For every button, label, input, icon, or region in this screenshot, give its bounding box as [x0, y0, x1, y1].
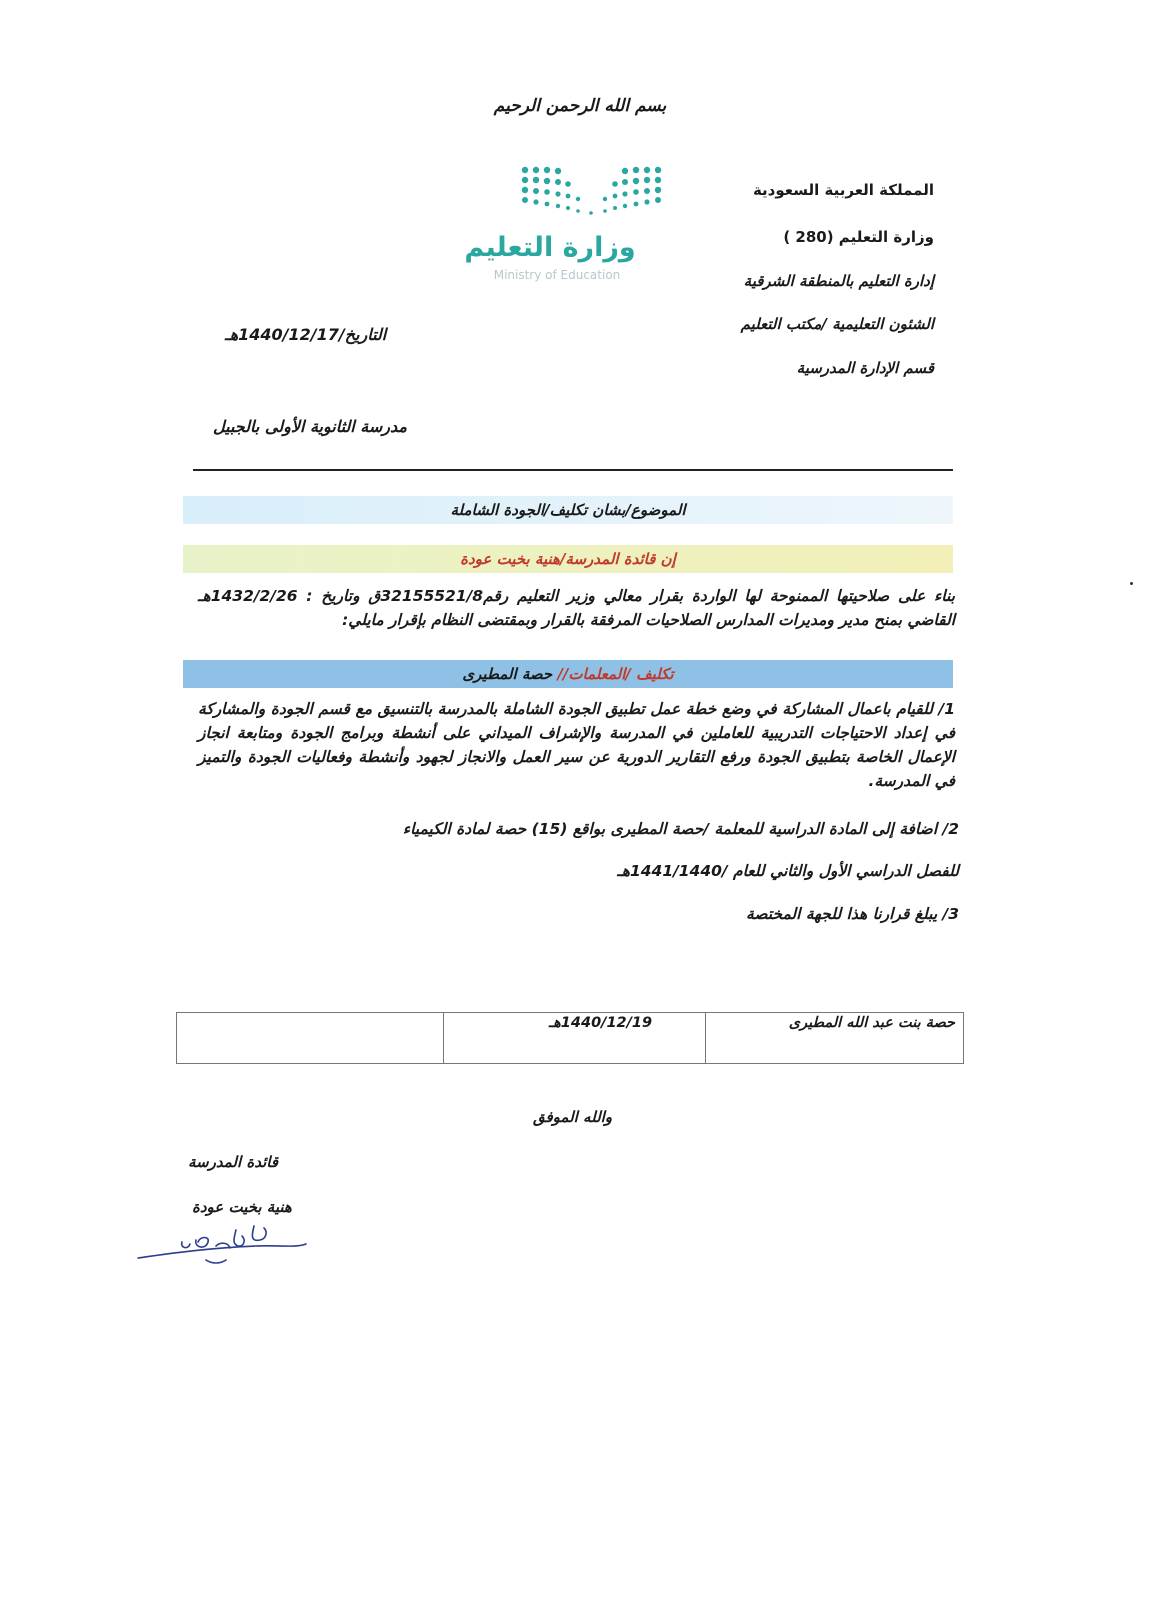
header-kingdom: المملكة العربية السعودية — [752, 181, 934, 199]
table-cell-date: 1440/12/19هـ — [443, 1013, 705, 1063]
leader-text: إن قائدة المدرسة/هنية بخيت عودة — [460, 550, 676, 568]
item-3: 3/ يبلغ قرارنا هذا للجهة المختصة — [746, 905, 959, 923]
header-divider — [193, 469, 953, 471]
table-cell-name: حصة بنت عبد الله المطيرى — [705, 1013, 963, 1063]
subject-band — [183, 496, 953, 524]
leader-band — [183, 545, 953, 573]
scan-speck — [1130, 582, 1133, 585]
item-2-continued: للفصل الدراسي الأول والثاني للعام /1441/1440هـ — [617, 862, 959, 880]
header-department: قسم الإدارة المدرسية — [796, 359, 934, 377]
header-directorate: إدارة التعليم بالمنطقة الشرقية — [743, 272, 934, 290]
logo-english-text: Ministry of Education — [493, 268, 621, 282]
header-ministry: وزارة التعليم (280 ) — [783, 228, 934, 246]
ministry-logo-icon — [440, 165, 680, 285]
assignment-line — [183, 660, 953, 688]
signature-title: قائدة المدرسة — [188, 1153, 279, 1171]
assignment-label: تكليف /المعلمات// — [557, 665, 674, 683]
handwritten-signature-icon — [136, 1218, 316, 1268]
school-name: مدرسة الثانوية الأولى بالجبيل — [213, 417, 407, 436]
header-affairs: الشئون التعليمية /مكتب التعليم — [740, 315, 934, 333]
logo-arabic-text: وزارة التعليم — [464, 232, 636, 263]
table-cell-empty — [177, 1013, 443, 1063]
assignment-name: حصة المطيرى — [462, 665, 553, 683]
signature-name: هنية بخيت عودة — [192, 1198, 292, 1216]
letter-date: التاريخ/1440/12/17هـ — [225, 325, 387, 344]
assignment-band — [183, 660, 953, 688]
intro-paragraph: بناء على صلاحيتها الممنوحة لها الواردة بقرار معالي وزير التعليم رقم32155521/8ق وتاريخ : 1432/2/26هـ القاضي بمنح مدير ومديرات المدارس الصلاحيات المرفقة بالقرار وبمقتضى النظام بإقرار مايلي: — [198, 587, 955, 629]
item-1: 1/ للقيام باعمال المشاركة في وضع خطة عمل تطبيق الجودة الشاملة بالمدرسة بالتنسيق مع قسم الجودة والمشاركة في إعداد الاحتياجات التدريبية للعاملين في المدرسة والإشراف الميداني على أنشطة وبرامج الجودة ومتابعة انجاز الإعمال الخاصة بتطبيق الجودة ورفع التقارير الدورية عن سير العمل والانجاز لجهود وأنشطة وفعاليات الجودة والتميز في المدرسة. — [198, 700, 955, 790]
basmala: بسم الله الرحمن الرحيم — [493, 96, 667, 116]
subject-text: الموضوع/بشان تكليف/الجودة الشاملة — [450, 501, 686, 519]
assignment-table — [176, 1012, 964, 1064]
item-2: 2/ اضافة إلى المادة الدراسية للمعلمة /حصة المطيرى بواقع (15) حصة لمادة الكيمياء — [402, 820, 959, 838]
closing-text: والله الموفق — [533, 1108, 613, 1126]
